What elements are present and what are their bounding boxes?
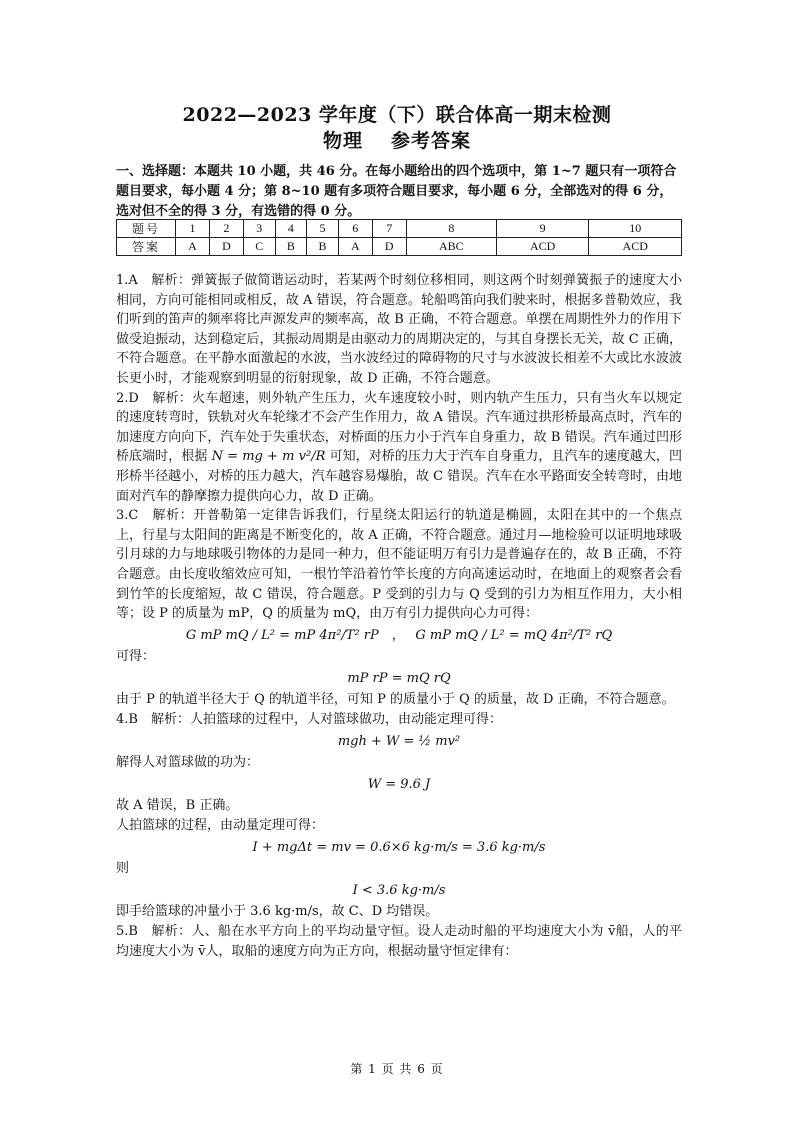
equation-impulse: I + mgΔt = mv = 0.6×6 kg·m/s = 3.6 kg·m/s: [252, 839, 546, 855]
table-cell: 7: [372, 220, 406, 238]
document-subtitle: [0, 126, 794, 153]
table-header-number: 题号: [117, 220, 176, 238]
table-cell: 8: [406, 220, 496, 238]
explanation-q4-work: 解得人对篮球做的功为：: [116, 755, 260, 771]
table-cell: 4: [275, 220, 307, 238]
answer-table: [116, 219, 682, 256]
explanation-q4-momentum: 人拍篮球的过程，由动量定理可得：: [116, 818, 325, 834]
explanation-q3-result: 可得：: [116, 649, 156, 665]
table-cell: ACD: [589, 238, 682, 256]
table-cell: 10: [589, 220, 682, 238]
table-cell: 3: [243, 220, 275, 238]
table-cell: D: [209, 238, 243, 256]
table-cell: ABC: [406, 238, 496, 256]
explanation-q4-ab: 故 A 错误，B 正确。: [116, 798, 239, 814]
table-cell: B: [307, 238, 339, 256]
subject-label: 物理: [322, 130, 363, 152]
equation-impulse-bound: I < 3.6 kg·m/s: [352, 882, 446, 898]
equation-energy: mgh + W = ½ mv²: [337, 733, 461, 749]
section-intro: 一、选择题：本题共 10 小题，共 46 分。在每小题给出的四个选项中，第 1~7 题只有一项符合题目要求，每小题 4 分；第 8~10 题有多项符合题目要求，每小题 6 分，全部选对的得 6 分，选对但不全的得 3 分，有选错的得 0 分。: [116, 164, 677, 219]
table-cell: A: [176, 238, 210, 256]
table-cell: C: [243, 238, 275, 256]
table-cell: 6: [338, 220, 372, 238]
answer-key-label: 参考答案: [391, 130, 472, 152]
table-cell: A: [338, 238, 372, 256]
equation-normal-force: N = mg + m v²/R: [211, 449, 326, 465]
table-cell: 5: [307, 220, 339, 238]
explanation-q4-then: 则: [116, 861, 130, 877]
explanations: [116, 271, 682, 961]
answer-table-answer-row: [117, 238, 682, 256]
table-cell: 9: [496, 220, 588, 238]
explanation-q2: 2.D 解析：火车超速，则外轨产生压力，火车速度较小时，则内轨产生压力，只有当火车以规定的速度转弯时，铁轨对火车轮缘才不会产生作用力，故 A 错误。汽车通过拱形桥最高点时，汽车的加速度方向向下，汽车处于失重状态，对桥面的压力小于汽车自身重力，故 B 错误。汽车通过凹形桥底端时，根据 N = mg + m v²/R 可知，对桥的压力大于汽车自身重力，且汽车的速度越大，凹形桥半径越小，对桥的压力越大，汽车越容易爆胎，故 C 错误。汽车在水平路面安全转弯时，由地面对汽车的静摩擦力提供向心力，故 D 正确。: [116, 390, 682, 504]
explanation-q4: 4.B 解析：人拍篮球的过程中，人对篮球做功，由动能定理可得：: [116, 712, 502, 728]
explanation-q4-conclusion: 即手给篮球的冲量小于 3.6 kg·m/s，故 C、D 均错误。: [116, 904, 439, 920]
answer-table-number-row: [117, 220, 682, 238]
equation-gravitation: G mP mQ / L² = mP 4π²/T² rP ， G mP mQ / L² = mQ 4π²/T² rQ: [185, 627, 613, 643]
equation-work-value: W = 9.6 J: [367, 776, 431, 792]
table-cell: 1: [176, 220, 210, 238]
equation-mass-radius: mP rP = mQ rQ: [347, 670, 451, 686]
page-number: 第 1 页 共 6 页: [350, 1062, 444, 1076]
table-cell: B: [275, 238, 307, 256]
table-cell: ACD: [496, 238, 588, 256]
explanation-q3-conclusion: 由于 P 的轨道半径大于 Q 的轨道半径，可知 P 的质量小于 Q 的质量，故 D 正确，不符合题意。: [116, 692, 675, 708]
explanation-q3: 3.C 解析：开普勒第一定律告诉我们，行星绕太阳运行的轨道是椭圆，太阳在其中的一个焦点上，行星与太阳间的距离是不断变化的，故 A 正确，不符合题意。通过月—地检验可以证明地球吸引月球的力与地球吸引物体的力是同一种力，但不能证明万有引力是普遍存在的，故 B 正确，不符合题意。由长度收缩效应可知，一根竹竿沿着竹竿长度的方向高速运动时，在地面上的观察者会看到竹竿的长度缩短，故 C 错误，符合题意。P 受到的引力与 Q 受到的引力为相互作用力，大小相等；设 P 的质量为 mP，Q 的质量为 mQ，由万有引力提供向心力可得：: [116, 508, 682, 622]
table-cell: 2: [209, 220, 243, 238]
explanation-q1: 1.A 解析：弹簧振子做简谐运动时，若某两个时刻位移相同，则这两个时刻弹簧振子的速度大小相同，方向可能相同或相反，故 A 错误，符合题意。轮船鸣笛向我们驶来时，根据多普勒效应，我们听到的笛声的频率将比声源发声的频率高，故 B 正确，不符合题意。单摆在周期性外力的作用下做受迫振动，达到稳定后，其振动周期是由驱动力的周期决定的，与其自身摆长无关，故 C 正确，不符合题意。在平静水面激起的水波，当水波经过的障碍物的尺寸与水波波长相差不大或比水波波长更小时，才能观察到明显的衍射现象，故 D 正确，不符合题意。: [116, 273, 682, 386]
explanation-q5: 5.B 解析：人、船在水平方向上的平均动量守恒。设人走动时船的平均速度大小为 v̄船，人的平均速度大小为 v̄人，取船的速度方向为正方向，根据动量守恒定律有：: [116, 924, 682, 959]
document-title: 2022—2023 学年度（下）联合体高一期末检测: [182, 104, 612, 126]
table-cell: D: [372, 238, 406, 256]
table-header-answer: 答案: [117, 238, 176, 256]
